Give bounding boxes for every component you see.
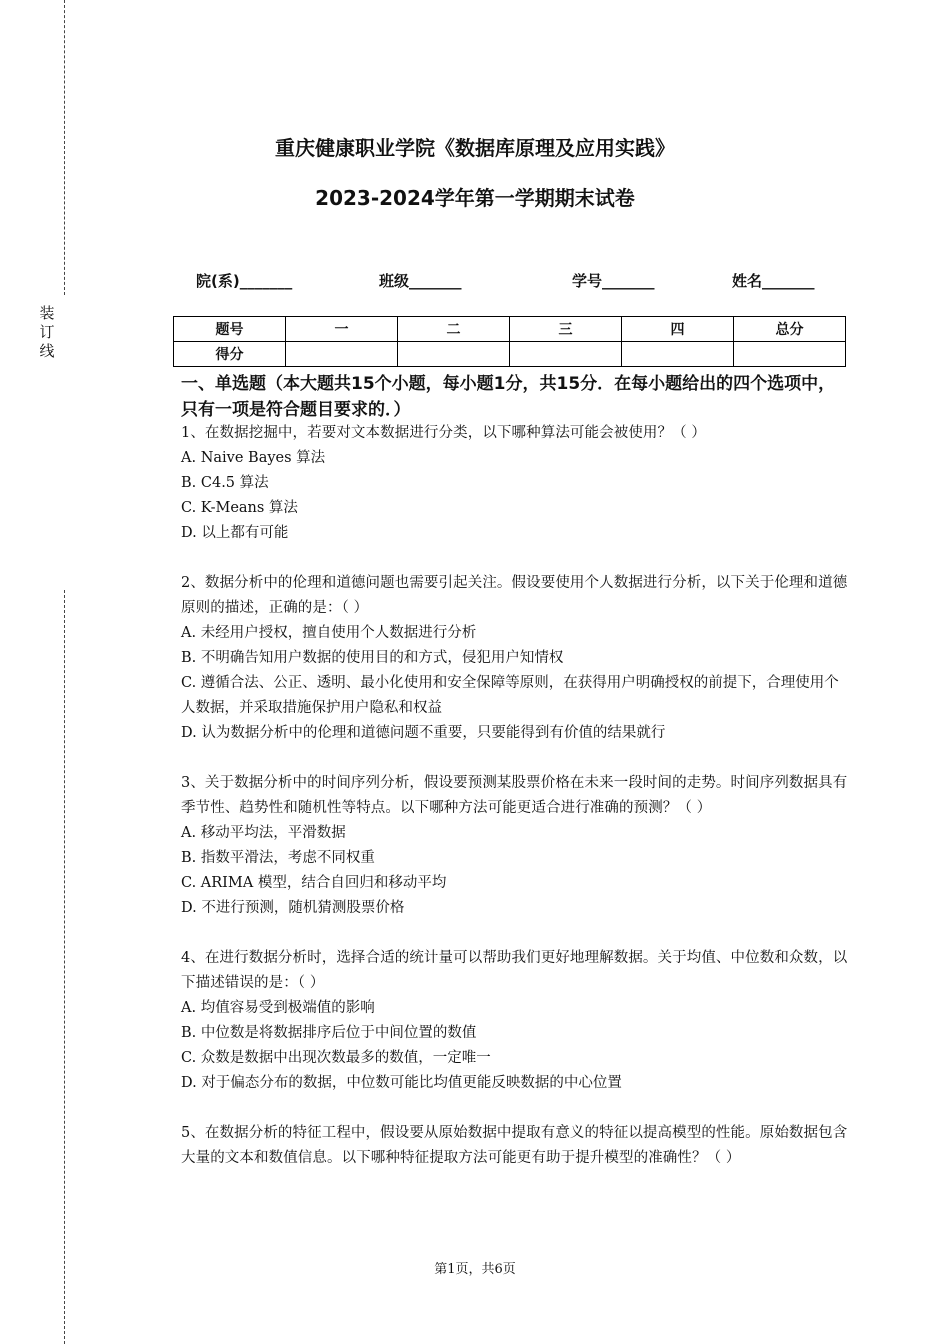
- table-cell: 题号: [174, 317, 286, 342]
- option-b: B. 不明确告知用户数据的使用目的和方式，侵犯用户知情权: [181, 650, 564, 666]
- binding-char: 装: [39, 304, 55, 322]
- option-d: D. 不进行预测，随机猜测股票价格: [181, 900, 405, 916]
- binding-char: 订: [39, 323, 55, 341]
- question-3: [181, 771, 851, 921]
- binding-char: 线: [39, 342, 55, 360]
- score-input-cell[interactable]: [510, 342, 622, 367]
- option-a: A. 未经用户授权，擅自使用个人数据进行分析: [181, 625, 477, 641]
- question-stem: 1、在数据挖掘中，若要对文本数据进行分类，以下哪种算法可能会被使用？（ ）: [181, 425, 707, 441]
- option-d: D. 以上都有可能: [181, 525, 289, 541]
- question-stem: 2、数据分析中的伦理和道德问题也需要引起关注。假设要使用个人数据进行分析，以下关于伦理和道德原则的描述，正确的是：（ ）: [181, 575, 848, 616]
- table-cell: 二: [398, 317, 510, 342]
- score-table-header-row: [174, 317, 846, 342]
- score-table-score-row: [174, 342, 846, 367]
- option-c: C. 遵循合法、公正、透明、最小化使用和安全保障等原则，在获得用户明确授权的前提下，合理使用个人数据，并采取措施保护用户隐私和权益: [181, 675, 839, 716]
- question-1: [181, 421, 851, 546]
- table-cell: 三: [510, 317, 622, 342]
- option-a: A. Naive Bayes 算法: [181, 450, 326, 466]
- question-stem: 4、在进行数据分析时，选择合适的统计量可以帮助我们更好地理解数据。关于均值、中位数和众数，以下描述错误的是：（ ）: [181, 950, 848, 991]
- question-2: [181, 571, 851, 746]
- exam-title-line2: 2023-2024学年第一学期期末试卷: [315, 186, 635, 210]
- option-c: C. ARIMA 模型，结合自回归和移动平均: [181, 875, 447, 891]
- question-stem: 5、在数据分析的特征工程中，假设要从原始数据中提取有意义的特征以提高模型的性能。原始数据包含大量的文本和数值信息。以下哪种特征提取方法可能更有助于提升模型的准确性？（ ）: [181, 1125, 848, 1166]
- score-input-cell[interactable]: [286, 342, 398, 367]
- table-cell: 一: [286, 317, 398, 342]
- question-stem: 3、关于数据分析中的时间序列分析，假设要预测某股票价格在未来一段时间的走势。时间序列数据具有季节性、趋势性和随机性等特点。以下哪种方法可能更适合进行准确的预测？（ ）: [181, 775, 848, 816]
- class-field[interactable]: 班级_______: [379, 272, 462, 290]
- option-c: C. K-Means 算法: [181, 500, 298, 516]
- option-a: A. 移动平均法，平滑数据: [181, 825, 346, 841]
- department-field[interactable]: 院(系)_______: [196, 272, 293, 290]
- table-cell: 得分: [174, 342, 286, 367]
- option-d: D. 认为数据分析中的伦理和道德问题不重要，只要能得到有价值的结果就行: [181, 725, 666, 741]
- page-number: 第1页，共6页: [434, 1262, 516, 1277]
- binding-dashed-line-bottom: [64, 590, 65, 1344]
- table-cell: 四: [622, 317, 734, 342]
- binding-label: [38, 304, 56, 361]
- option-b: B. C4.5 算法: [181, 475, 269, 491]
- exam-title-line1: 重庆健康职业学院《数据库原理及应用实践》: [275, 136, 675, 160]
- option-a: A. 均值容易受到极端值的影响: [181, 1000, 375, 1016]
- table-cell: 总分: [734, 317, 846, 342]
- name-field[interactable]: 姓名_______: [732, 272, 815, 290]
- score-input-cell[interactable]: [398, 342, 510, 367]
- question-5: [181, 1121, 851, 1171]
- score-input-cell[interactable]: [622, 342, 734, 367]
- option-d: D. 对于偏态分布的数据，中位数可能比均值更能反映数据的中心位置: [181, 1075, 622, 1091]
- score-table: [173, 316, 846, 367]
- option-c: C. 众数是数据中出现次数最多的数值，一定唯一: [181, 1050, 491, 1066]
- student-id-field[interactable]: 学号_______: [572, 272, 655, 290]
- score-input-cell[interactable]: [734, 342, 846, 367]
- question-list: [181, 421, 851, 1196]
- question-4: [181, 946, 851, 1096]
- option-b: B. 中位数是将数据排序后位于中间位置的数值: [181, 1025, 477, 1041]
- option-b: B. 指数平滑法，考虑不同权重: [181, 850, 375, 866]
- section-heading: 一、单选题（本大题共15个小题，每小题1分，共15分．在每小题给出的四个选项中，只有一项是符合题目要求的．）: [181, 374, 836, 420]
